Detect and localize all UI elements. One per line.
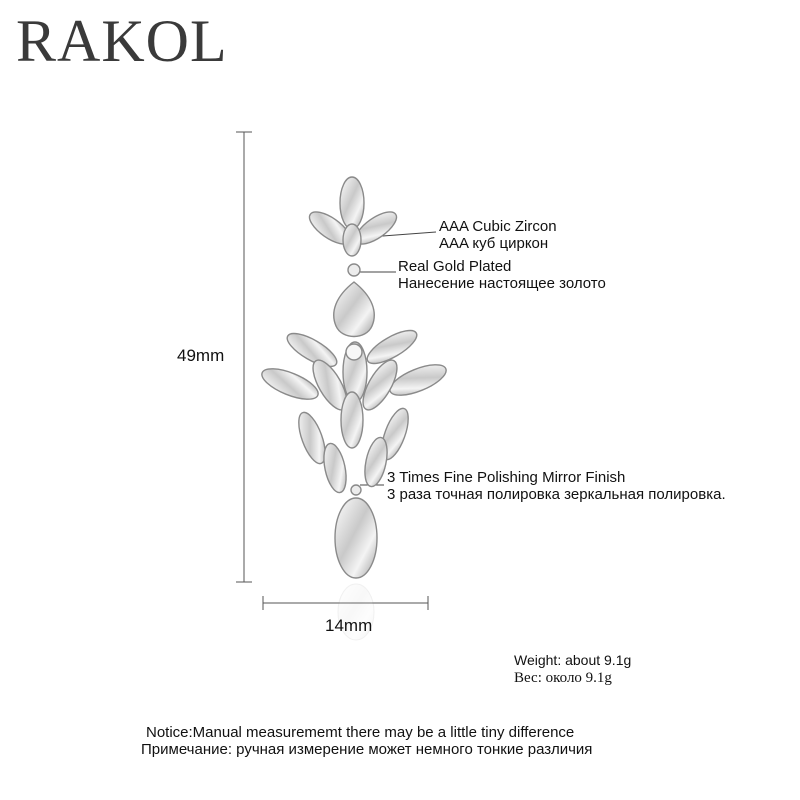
earring-gems <box>258 177 450 578</box>
notice-en: Notice:Manual measurememt there may be a little tiny difference <box>146 724 575 741</box>
brand-logo: RAKOL <box>16 8 228 74</box>
feature-zircon-en: AAA Cubic Zircon <box>439 218 557 235</box>
weight-ru: Вес: около 9.1g <box>514 670 612 686</box>
feature-gold-ru: Нанесение настоящее золото <box>398 275 606 292</box>
height-label: 49mm <box>177 346 225 365</box>
feature-polish-ru: 3 раза точная полировка зеркальная полировка. <box>387 486 726 503</box>
feature-zircon-ru: AAA куб циркон <box>439 235 549 252</box>
feature-gold-en: Real Gold Plated <box>398 258 512 275</box>
width-label: 14mm <box>325 616 373 635</box>
weight-en: Weight: about 9.1g <box>514 652 632 668</box>
height-dimension-line <box>236 132 252 582</box>
notice-ru: Примечание: ручная измерение может немного тонкие различия <box>141 741 593 758</box>
feature-polish-en: 3 Times Fine Polishing Mirror Finish <box>387 469 626 486</box>
